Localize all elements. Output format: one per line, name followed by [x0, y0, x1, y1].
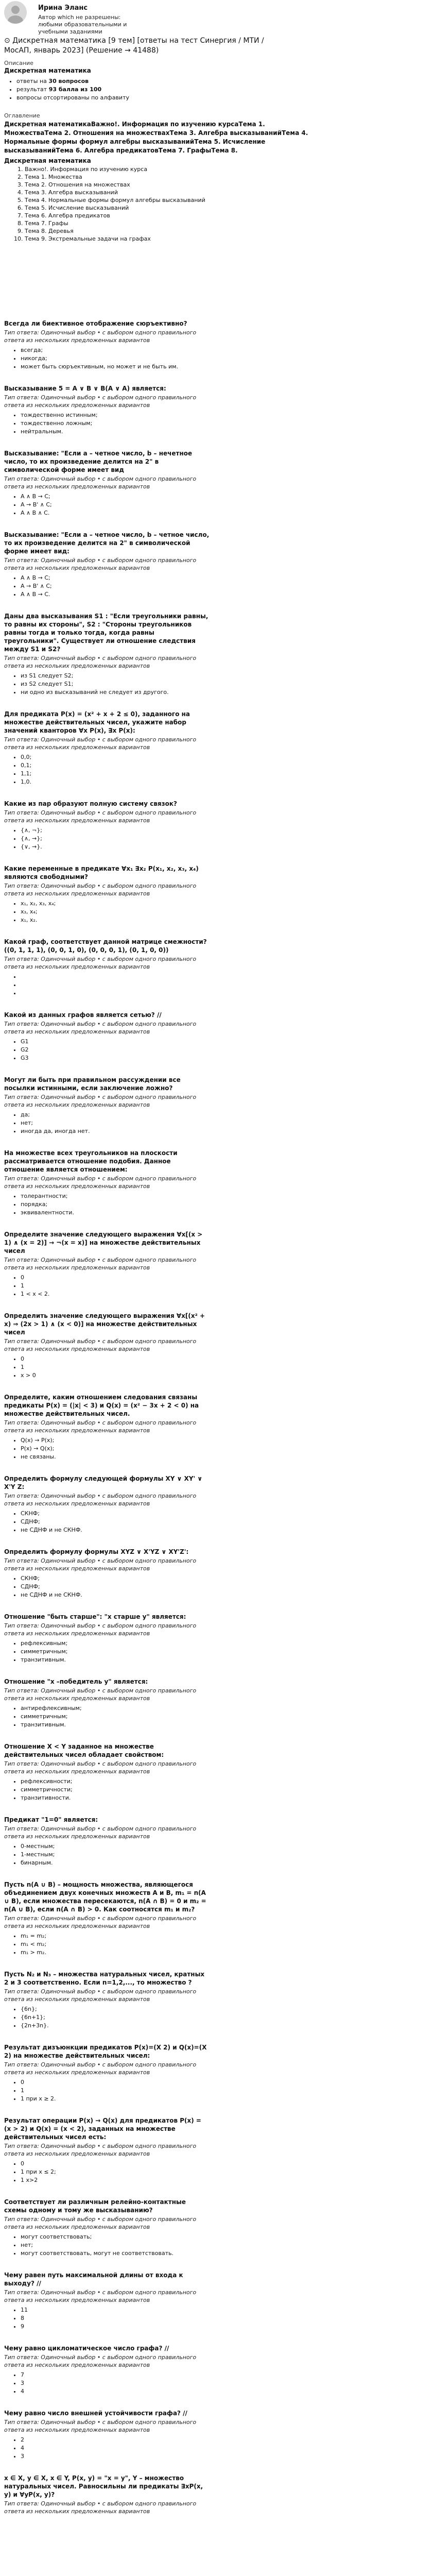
answer-option: • 1,1; — [21, 770, 406, 778]
question-block — [4, 1548, 406, 1599]
answer-option: • транзитивным. — [21, 1721, 406, 1729]
document-title: ⊙ Дискретная математика [9 тем] [ответы на тест Синергия / МТИ / МосАП, январь 2023] (Решение → 41488) — [4, 37, 264, 55]
answer-type-note: Тип ответа: Одиночный выбор • с выбором одного правильного ответа из нескольких предложенных вариантов — [4, 1687, 197, 1702]
answer-option — [21, 973, 406, 981]
answer-type-note: Тип ответа: Одиночный выбор • с выбором одного правильного ответа из нескольких предложенных вариантов — [4, 2354, 197, 2368]
answer-type-note: Тип ответа: Одиночный выбор • с выбором одного правильного ответа из нескольких предложенных вариантов — [4, 956, 197, 970]
answer-type-note: Тип ответа: Одиночный выбор • с выбором одного правильного ответа из нескольких предложенных вариантов — [4, 1338, 197, 1352]
answer-option: • {∨, →}. — [21, 843, 406, 851]
question-title: Отношение "x –победитель y" является: — [4, 1678, 148, 1685]
answer-option: • {∧, →}; — [21, 835, 406, 843]
answer-type-note: Тип ответа: Одиночный выбор • с выбором одного правильного ответа из нескольких предложенных вариантов — [4, 476, 197, 490]
question-title: Какой из данных графов является сетью? // — [4, 1011, 162, 1019]
answer-option: • {6n+1}; — [21, 2013, 406, 2022]
answer-option: • нет; — [21, 1119, 406, 1127]
answer-type-note: Тип ответа: Одиночный выбор • с выбором одного правильного ответа из нескольких предложенных вариантов — [4, 1257, 197, 1271]
answer-type-note: Тип ответа: Одиночный выбор • с выбором одного правильного ответа из нескольких предложенных вариантов — [4, 1622, 197, 1637]
question-block — [4, 1742, 406, 1802]
answer-option: • Q(x) → P(x); — [21, 1436, 406, 1445]
answer-options — [4, 1355, 406, 1380]
answer-option: • 1,0. — [21, 778, 406, 786]
author-description: Автор which не разрешены: любыми образовательными и учебными заданиями — [38, 14, 127, 35]
answer-type-note: Тип ответа: Одиночный выбор • с выбором одного правильного ответа из нескольких предложенных вариантов — [4, 736, 197, 751]
question-title: Даны два высказывания S1 : "Если треугольники равны, то равны их стороны", S2 : "Стороны треугольников равны тогда и только тогда, когда равны треугольники". Существует ли отношение следствия между S1 и S2? — [4, 613, 208, 653]
answer-options — [4, 1436, 406, 1461]
answer-option: • m₁ = m₂; — [21, 1932, 406, 1940]
question-block — [4, 1677, 406, 1729]
answer-type-note: Тип ответа: Одиночный выбор • с выбором одного правильного ответа из нескольких предложенных вариантов — [4, 1760, 197, 1775]
question-title: Предикат "1=0" является: — [4, 1816, 98, 1823]
answer-type-note: Тип ответа: Одиночный выбор • с выбором одного правильного ответа из нескольких предложенных вариантов — [4, 1419, 197, 1434]
questions-list — [4, 319, 406, 2529]
answer-type-note: Тип ответа: Одиночный выбор • с выбором одного правильного ответа из нескольких предложенных вариантов — [4, 883, 197, 897]
question-block — [4, 1149, 406, 1217]
question-block — [4, 612, 406, 697]
question-title: Какие из пар образуют полную систему связок? — [4, 800, 177, 807]
answer-option: • из S1 следует S2; — [21, 672, 406, 680]
answer-options — [4, 1574, 406, 1599]
answer-option: • {∧, ¬}; — [21, 826, 406, 835]
answer-options — [4, 493, 406, 517]
question-title: Отношение "быть старше": "x старше y" является: — [4, 1613, 186, 1620]
answer-option: • 11 — [21, 2306, 406, 2314]
answer-option: • СДНФ; — [21, 1518, 406, 1526]
fact-item — [16, 86, 426, 94]
question-title: Определить формулу формулы XYZ ∨ X'YZ ∨ XY'Z': — [4, 1548, 189, 1555]
question-block — [4, 384, 406, 436]
author-name[interactable]: Ирина Эланс — [38, 4, 88, 12]
answer-options — [4, 2233, 406, 2258]
answer-option: • СКНФ; — [21, 1574, 406, 1583]
question-block — [4, 1970, 406, 2030]
answer-option: • {2n+3n}. — [21, 2022, 406, 2030]
answer-option: • никогда; — [21, 354, 406, 363]
answer-options — [4, 1777, 406, 1802]
answer-option: • 8 — [21, 2314, 406, 2323]
fact-strong: 30 вопросов — [48, 78, 89, 84]
answer-option: • толерантности; — [21, 1192, 406, 1200]
answer-options — [4, 2160, 406, 2184]
answer-type-note: Тип ответа: Одиночный выбор • с выбором одного правильного ответа из нескольких предложенных вариантов — [4, 2061, 197, 2076]
question-block — [4, 1312, 406, 1380]
answer-options — [4, 1274, 406, 1298]
fact-strong: 93 балла из 100 — [48, 86, 102, 93]
answer-option: • 1 при x ≥ 2. — [21, 2095, 406, 2103]
answer-option: • из S2 следует S1; — [21, 680, 406, 688]
answer-options — [4, 753, 406, 786]
answer-option: • ни одно из высказываний не следует из другого. — [21, 688, 406, 697]
answer-option: • A → B' ∧ C; — [21, 501, 406, 509]
question-block — [4, 1011, 406, 1062]
question-title: Могут ли быть при правильном рассуждении все посылки истинными, если заключение ложно? — [4, 1076, 181, 1092]
answer-options — [4, 1111, 406, 1136]
answer-options — [4, 1842, 406, 1867]
answer-type-note: Тип ответа: Одиночный выбор • с выбором одного правильного ответа из нескольких предложенных вариантов — [4, 2419, 197, 2433]
answer-option: • 4 — [21, 2444, 406, 2452]
question-title: Отношение X < Y заданное на множестве действительных чисел обладает свойством: — [4, 1743, 164, 1758]
facts-list — [4, 77, 426, 102]
question-block — [4, 1816, 406, 1867]
answer-type-note: Тип ответа: Одиночный выбор • с выбором одного правильного ответа из нескольких предложенных вариантов — [4, 1094, 197, 1108]
answer-option: • 4 — [21, 2387, 406, 2396]
answer-option: • симметричности; — [21, 1786, 406, 1794]
answer-options — [4, 2371, 406, 2396]
toc-item[interactable]: 7. Тема 6. Алгебра предикатов — [25, 212, 426, 219]
question-block — [4, 449, 406, 517]
question-block — [4, 710, 406, 786]
answer-option: • 1-местным; — [21, 1851, 406, 1859]
question-block — [4, 531, 406, 599]
answer-option: • P(x) → Q(x); — [21, 1445, 406, 1453]
question-title: На множестве всех треугольников на плоскости рассматривается отношение подобия. Данное отношение является отношением: — [4, 1149, 178, 1173]
answer-option: • x₁, x₂. — [21, 916, 406, 924]
answer-option: • 1 x>2 — [21, 2176, 406, 2184]
answer-options — [4, 1038, 406, 1062]
answer-type-note: Тип ответа: Одиночный выбор • с выбором одного правильного ответа из нескольких предложенных вариантов — [4, 809, 197, 824]
answer-option: • могут соответствовать, могут не соответствовать. — [21, 2249, 406, 2258]
answer-type-note: Тип ответа: Одиночный выбор • с выбором одного правильного ответа из нескольких предложенных вариантов — [4, 2500, 197, 2515]
fact-text: результат — [16, 86, 49, 93]
question-title: Результат дизъюнкции предикатов P(x)=(X 2) и Q(x)=(X 2) на множестве действительных чисел: — [4, 2044, 207, 2059]
fact-text: вопросы отсортированы по алфавиту — [16, 94, 129, 101]
question-block — [4, 319, 406, 371]
toc-item[interactable]: 6. Тема 5. Исчисление высказываний — [25, 204, 426, 212]
answer-option: • 0-местным; — [21, 1842, 406, 1851]
toc-list — [4, 165, 426, 243]
answer-option: • эквивалентности. — [21, 1209, 406, 1217]
answer-option: • СДНФ; — [21, 1583, 406, 1591]
answer-option: • 3 — [21, 2379, 406, 2387]
answer-options — [4, 2078, 406, 2103]
answer-option: • порядка; — [21, 1200, 406, 1209]
avatar[interactable] — [4, 1, 27, 24]
answer-type-note: Тип ответа: Одиночный выбор • с выбором одного правильного ответа из нескольких предложенных вариантов — [4, 1021, 197, 1035]
fact-text: ответы на — [16, 78, 49, 84]
answer-option: • G1 — [21, 1038, 406, 1046]
description-label: Описание — [4, 60, 33, 66]
question-title: Чему равно число внешней устойчивости графа? // — [4, 2410, 187, 2417]
answer-option: • 0 — [21, 1355, 406, 1363]
answer-option: • 2 — [21, 2436, 406, 2444]
answer-option: • 1 — [21, 1363, 406, 1371]
answer-option: • да; — [21, 1111, 406, 1119]
answer-options — [4, 2436, 406, 2461]
question-block — [4, 1475, 406, 1534]
answer-type-note: Тип ответа: Одиночный выбор • с выбором одного правильного ответа из нескольких предложенных вариантов — [4, 2216, 197, 2230]
answer-option: • x₃, x₄; — [21, 908, 406, 916]
question-title: Определите значение следующего выражения ∀x[(x > 1) ∧ (x = 2)] → ¬(x = x)] на множестве действительных чисел — [4, 1231, 203, 1255]
answer-type-note: Тип ответа: Одиночный выбор • с выбором одного правильного ответа из нескольких предложенных вариантов — [4, 1493, 197, 1507]
document-header — [4, 36, 426, 243]
answer-option: • 0,1; — [21, 761, 406, 770]
toc-item[interactable]: 1. Важно!. Информация по изучению курса — [25, 165, 426, 173]
answer-option: • антирефлексивным; — [21, 1704, 406, 1713]
answer-option: • 0 — [21, 1274, 406, 1282]
answer-options — [4, 574, 406, 599]
answer-options — [4, 900, 406, 924]
answer-option: • всегда; — [21, 346, 406, 354]
answer-option — [21, 989, 406, 997]
answer-option: • G3 — [21, 1054, 406, 1062]
toc-item[interactable]: 9. Тема 8. Деревья — [25, 227, 426, 235]
answer-options — [4, 1932, 406, 1957]
answer-option: • рефлексивности; — [21, 1777, 406, 1786]
question-block — [4, 2198, 406, 2258]
answer-type-note: Тип ответа: Одиночный выбор • с выбором одного правильного ответа из нескольких предложенных вариантов — [4, 1988, 197, 2003]
question-block — [4, 2409, 406, 2461]
fact-item — [16, 94, 426, 102]
answer-options — [4, 411, 406, 436]
question-block — [4, 800, 406, 851]
answer-options — [4, 1704, 406, 1729]
question-block — [4, 1613, 406, 1664]
answer-option: • не СДНФ и не СКНФ. — [21, 1526, 406, 1534]
fact-item — [16, 77, 426, 86]
toc-item[interactable]: 3. Тема 2. Отношения на множествах — [25, 181, 426, 189]
question-block — [4, 2271, 406, 2331]
question-block — [4, 1393, 406, 1461]
question-title: Высказывание: "Если a – четное число, b – нечетное число, то их произведение делится на 2" в символической форме имеет вид — [4, 450, 193, 473]
answer-option: • G2 — [21, 1046, 406, 1054]
answer-option: • транзитивным. — [21, 1656, 406, 1664]
answer-option: • 1 — [21, 2087, 406, 2095]
question-title: x ∈ X, y ∈ X, x ∈ Y, P(x, y) = "x = y", Y – множество натуральных чисел. Равносильны ли предикаты ∃xP(x, y) и ∀yP(x, y)? — [4, 2475, 203, 2498]
answer-options — [4, 1192, 406, 1217]
answer-option: • симметричным; — [21, 1713, 406, 1721]
answer-options — [4, 2005, 406, 2030]
answer-option: • x > 0 — [21, 1371, 406, 1380]
question-title: Какой граф, соответствует данной матрице смежности? ((0, 1, 1, 1), (0, 0, 1, 0), (0, 0, 0, 1), (0, 1, 0, 0)) — [4, 938, 207, 954]
answer-option: • нет; — [21, 2241, 406, 2249]
answer-type-note: Тип ответа: Одиночный выбор • с выбором одного правильного ответа из нескольких предложенных вариантов — [4, 655, 197, 669]
answer-option: • A ∧ B → C; — [21, 493, 406, 501]
answer-option: • m₁ < m₂; — [21, 1940, 406, 1948]
question-block — [4, 1230, 406, 1298]
answer-option: • A ∧ B ∧ C. — [21, 509, 406, 517]
toc-item[interactable]: 10. Тема 9. Экстремальные задачи на графах — [25, 235, 426, 243]
answer-option: • x₁, x₂, x₃, x₄; — [21, 900, 406, 908]
question-block — [4, 2043, 406, 2103]
toc-label: Оглавление — [4, 112, 40, 119]
toc-item[interactable]: 5. Тема 4. Нормальные формы формул алгебры высказываний — [25, 196, 426, 204]
answer-option: • 1 — [21, 1282, 406, 1290]
answer-option: • нейтральным. — [21, 428, 406, 436]
subject-name: Дискретная математика — [4, 67, 91, 74]
question-title: Какие переменные в предикате ∀x₁ ∃x₂ P(x₁, x₂, x₃, x₄) являются свободными? — [4, 865, 199, 880]
answer-option: • 1 при x ≤ 2; — [21, 2168, 406, 2176]
answer-type-note: Тип ответа: Одиночный выбор • с выбором одного правильного ответа из нескольких предложенных вариантов — [4, 2289, 197, 2303]
answer-option: • СКНФ; — [21, 1510, 406, 1518]
question-title: Определить формулу следующей формулы XY ∨ XY' ∨ X'Y Z: — [4, 1475, 203, 1490]
answer-option: • тождественно ложным; — [21, 419, 406, 428]
answer-options — [4, 973, 406, 997]
answer-option: • бинарным. — [21, 1859, 406, 1867]
question-block — [4, 1880, 406, 1957]
question-title: Чему равен путь максимальной длины от входа к выходу? // — [4, 2272, 183, 2287]
toc-item[interactable]: 8. Тема 7. Графы — [25, 219, 426, 227]
question-title: Определить значение следующего выражения ∀x[(x² + x) ⇒ (2x > 1) ∧ (x < 0)] на множестве действительных чисел — [4, 1312, 205, 1336]
question-block — [4, 2116, 406, 2184]
answer-option: • может быть сюръективным, но может и не быть им. — [21, 363, 406, 371]
answer-option: • A ∧ B → C; — [21, 574, 406, 582]
answer-option: • A ∧ B → C. — [21, 590, 406, 599]
answer-option: • не СДНФ и не СКНФ. — [21, 1591, 406, 1599]
answer-option: • 3 — [21, 2452, 406, 2461]
question-title: Высказывание: "Если a – четное число, b – четное число, то их произведение делится на 2" в символической форме имеет вид: — [4, 531, 210, 555]
answer-option — [21, 981, 406, 989]
answer-option: • 0 — [21, 2078, 406, 2087]
answer-option: • 0 — [21, 2160, 406, 2168]
answer-options — [4, 1639, 406, 1664]
toc-item[interactable]: 2. Тема 1. Множества — [25, 173, 426, 181]
answer-options — [4, 2306, 406, 2331]
answer-option: • не связаны. — [21, 1453, 406, 1461]
answer-options — [4, 826, 406, 851]
toc-text: Дискретная математикаВажно!. Информация по изучению курсаТема 1. МножестваТема 2. Отношения на множествахТема 3. Алгебра высказыванийТема 4. Нормальные формы формул алгебры высказыванийТема 5. Исчисление высказыванийТема 6. Алгебра предикатовТема 7. ГрафыТема 8. — [4, 121, 308, 154]
answer-option: • 1 < x < 2. — [21, 1290, 406, 1298]
answer-option: • {6n}; — [21, 2005, 406, 2013]
answer-type-note: Тип ответа: Одиночный выбор • с выбором одного правильного ответа из нескольких предложенных вариантов — [4, 1557, 197, 1572]
answer-type-note: Тип ответа: Одиночный выбор • с выбором одного правильного ответа из нескольких предложенных вариантов — [4, 394, 197, 409]
answer-options — [4, 346, 406, 371]
answer-options — [4, 672, 406, 697]
answer-type-note: Тип ответа: Одиночный выбор • с выбором одного правильного ответа из нескольких предложенных вариантов — [4, 1915, 197, 1929]
question-title: Всегда ли биективное отображение сюръективно? — [4, 320, 187, 327]
answer-option: • 0,0; — [21, 753, 406, 761]
question-title: Соответствует ли различным релейно-контактные схемы одному и тому же высказыванию? — [4, 2198, 186, 2214]
answer-type-note: Тип ответа: Одиночный выбор • с выбором одного правильного ответа из нескольких предложенных вариантов — [4, 329, 197, 344]
answer-options — [4, 1510, 406, 1534]
question-title: Пусть N₂ и N₃ – множества натуральных чисел, кратных 2 и 3 соответственно. Если n=1,2,..., то множество ? — [4, 1971, 205, 1986]
answer-option: • m₁ > m₂. — [21, 1948, 406, 1957]
question-block — [4, 2344, 406, 2396]
answer-type-note: Тип ответа: Одиночный выбор • с выбором одного правильного ответа из нескольких предложенных вариантов — [4, 1175, 197, 1190]
question-title: Определите, каким отношением следования связаны предикаты P(x) = (|x| < 3) и Q(x) = (x² − 3x + 2 < 0) на множестве действительных чисел. — [4, 1394, 199, 1417]
toc-heading: Дискретная математика — [4, 157, 91, 164]
question-block — [4, 865, 406, 924]
answer-option: • тождественно истинным; — [21, 411, 406, 419]
answer-option: • 7 — [21, 2371, 406, 2379]
answer-option: • транзитивности. — [21, 1794, 406, 1802]
toc-item[interactable]: 4. Тема 3. Алгебра высказываний — [25, 189, 426, 196]
question-title: Высказывание 5 = A ∨ B ∨ B(A ∨ A) является: — [4, 385, 166, 392]
answer-option: • иногда да, иногда нет. — [21, 1127, 406, 1136]
answer-option: • рефлексивным; — [21, 1639, 406, 1648]
question-title: Результат операции P(x) → Q(x) для предикатов P(x) = (x > 2) и Q(x) = (x < 2), заданных на множестве действительных чисел есть: — [4, 2117, 201, 2141]
question-block — [4, 2474, 406, 2515]
question-block — [4, 1076, 406, 1136]
question-title: Чему равно цикломатическое число графа? // — [4, 2345, 169, 2352]
answer-option: • симметричным; — [21, 1648, 406, 1656]
answer-type-note: Тип ответа: Одиночный выбор • с выбором одного правильного ответа из нескольких предложенных вариантов — [4, 1825, 197, 1840]
answer-option: • могут соответствовать; — [21, 2233, 406, 2241]
question-title: Пусть n(A ∪ B) – мощность множества, являющегося объединением двух конечных множеств A и B, m₁ = n(A ∪ B), если множества пересекаются, n(A ∩ B) = 0 и m₂ = n(A ∪ B), если n(A ∩ B) > 0. Как соотносятся m₁ и m₂? — [4, 1881, 206, 1913]
answer-type-note: Тип ответа: Одиночный выбор • с выбором одного правильного ответа из нескольких предложенных вариантов — [4, 2143, 197, 2157]
answer-option: • 9 — [21, 2323, 406, 2331]
question-block — [4, 938, 406, 997]
answer-type-note: Тип ответа: Одиночный выбор • с выбором одного правильного ответа из нескольких предложенных вариантов — [4, 557, 197, 571]
question-title: Для предиката P(x) = (x² + x + 2 ≤ 0), заданного на множестве действительных чисел, укажите набор значений кванторов ∀x P(x), ∃x P(x): — [4, 710, 190, 734]
answer-option: • A → B' ∧ C; — [21, 582, 406, 590]
